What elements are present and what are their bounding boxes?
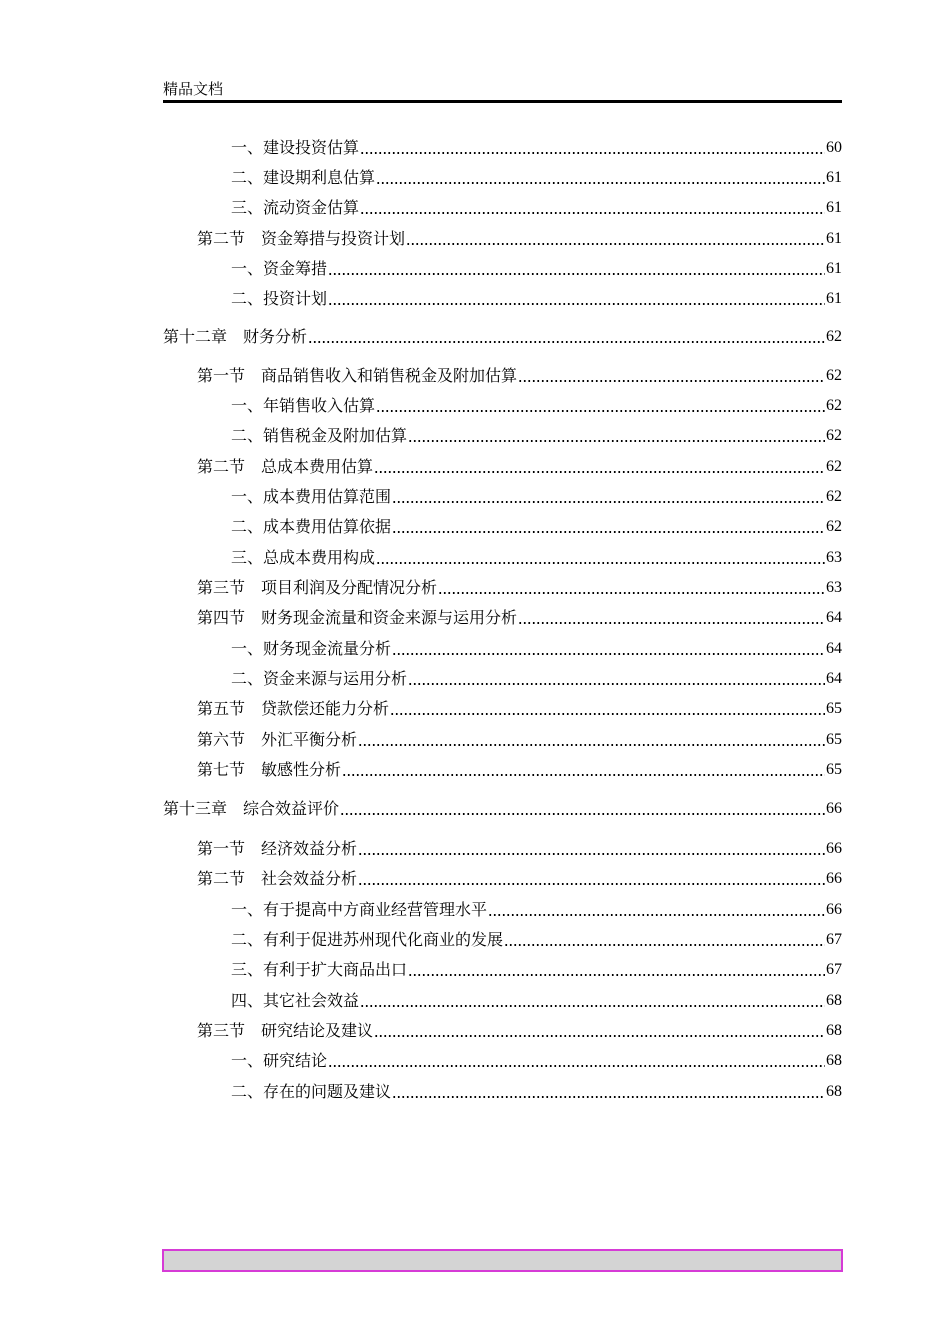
toc-dot-leader [308,330,825,344]
toc-dot-leader [328,292,825,306]
toc-entry-title: 一、财务现金流量分析 [231,639,392,658]
toc-dot-leader [488,903,825,917]
toc-page-number: 66 [826,800,842,817]
toc-section-entry[interactable] [197,697,842,719]
toc-section-entry[interactable] [197,227,842,249]
toc-page-number: 68 [826,1052,842,1069]
toc-subsection-entry[interactable] [231,424,842,446]
toc-chapter-entry[interactable] [163,325,842,347]
toc-subsection-entry[interactable] [231,958,842,980]
toc-entry-title: 第十二章 财务分析 [163,327,308,346]
toc-entry-title: 第四节 财务现金流量和资金来源与运用分析 [197,608,518,627]
toc-entry-title: 二、销售税金及附加估算 [231,426,408,445]
toc-dot-leader [376,551,825,565]
toc-entry-title: 第一节 商品销售收入和销售税金及附加估算 [197,366,518,385]
toc-subsection-entry[interactable] [231,1049,842,1071]
toc-dot-leader [328,262,825,276]
toc-entry-title: 一、成本费用估算范围 [231,487,392,506]
toc-entry-title: 第二节 资金筹措与投资计划 [197,229,406,248]
toc-dot-leader [408,672,825,686]
toc-dot-leader [358,872,825,886]
toc-page-number: 62 [826,328,842,345]
toc-entry-title: 三、总成本费用构成 [231,548,376,567]
toc-subsection-entry[interactable] [231,1080,842,1102]
toc-dot-leader [518,611,825,625]
toc-dot-leader [504,933,825,947]
toc-section-entry[interactable] [197,364,842,386]
toc-entry-title: 二、成本费用估算依据 [231,517,392,536]
toc-page-number: 67 [826,931,842,948]
toc-section-entry[interactable] [197,728,842,750]
toc-page-number: 64 [826,609,842,626]
toc-dot-leader [392,490,825,504]
toc-section-entry[interactable] [197,576,842,598]
toc-page-number: 62 [826,397,842,414]
toc-page-number: 68 [826,1022,842,1039]
toc-page-number: 61 [826,230,842,247]
toc-page-number: 61 [826,169,842,186]
toc-subsection-entry[interactable] [231,287,842,309]
toc-entry-title: 一、资金筹措 [231,259,328,278]
toc-dot-leader [374,460,825,474]
toc-page-number: 63 [826,549,842,566]
toc-page-number: 62 [826,518,842,535]
toc-dot-leader [392,642,825,656]
toc-chapter-entry[interactable] [163,797,842,819]
toc-page-number: 65 [826,761,842,778]
toc-dot-leader [408,429,825,443]
toc-dot-leader [390,702,825,716]
toc-page-number: 60 [826,139,842,156]
toc-entry-title: 第三节 项目利润及分配情况分析 [197,578,438,597]
toc-section-entry[interactable] [197,758,842,780]
toc-dot-leader [406,232,825,246]
toc-entry-title: 一、有于提高中方商业经营管理水平 [231,900,488,919]
toc-entry-title: 二、存在的问题及建议 [231,1082,392,1101]
toc-dot-leader [360,994,825,1008]
toc-subsection-entry[interactable] [231,394,842,416]
toc-page-number: 67 [826,961,842,978]
toc-entry-title: 二、有利于促进苏州现代化商业的发展 [231,930,504,949]
toc-entry-title: 二、建设期利息估算 [231,168,376,187]
toc-page-number: 64 [826,640,842,657]
toc-dot-leader [358,842,825,856]
toc-dot-leader [376,171,825,185]
page-header-title: 精品文档 [163,80,224,98]
toc-entry-title: 第三节 研究结论及建议 [197,1021,374,1040]
toc-page-number: 68 [826,1083,842,1100]
toc-dot-leader [358,733,825,747]
toc-subsection-entry[interactable] [231,546,842,568]
toc-entry-title: 二、投资计划 [231,289,328,308]
toc-dot-leader [342,763,825,777]
toc-entry-title: 一、研究结论 [231,1051,328,1070]
toc-page-number: 66 [826,870,842,887]
toc-entry-title: 二、资金来源与运用分析 [231,669,408,688]
toc-subsection-entry[interactable] [231,166,842,188]
toc-section-entry[interactable] [197,867,842,889]
toc-page-number: 61 [826,199,842,216]
toc-subsection-entry[interactable] [231,136,842,158]
toc-page-number: 62 [826,427,842,444]
toc-entry-title: 一、年销售收入估算 [231,396,376,415]
toc-page-number: 63 [826,579,842,596]
toc-subsection-entry[interactable] [231,196,842,218]
toc-page-number: 64 [826,670,842,687]
footer-bar [162,1249,843,1272]
toc-dot-leader [392,1085,825,1099]
toc-subsection-entry[interactable] [231,898,842,920]
toc-entry-title: 一、建设投资估算 [231,138,360,157]
toc-dot-leader [438,581,825,595]
toc-entry-title: 三、流动资金估算 [231,198,360,217]
toc-section-entry[interactable] [197,1019,842,1041]
toc-dot-leader [376,399,825,413]
toc-subsection-entry[interactable] [231,667,842,689]
toc-page-number: 62 [826,488,842,505]
toc-page-number: 61 [826,260,842,277]
toc-subsection-entry[interactable] [231,637,842,659]
toc-dot-leader [374,1024,825,1038]
toc-section-entry[interactable] [197,837,842,859]
toc-entry-title: 第七节 敏感性分析 [197,760,342,779]
toc-page-number: 65 [826,700,842,717]
toc-section-entry[interactable] [197,606,842,628]
toc-dot-leader [518,369,825,383]
toc-dot-leader [340,802,825,816]
toc-page-number: 66 [826,840,842,857]
toc-entry-title: 第一节 经济效益分析 [197,839,358,858]
toc-entry-title: 第六节 外汇平衡分析 [197,730,358,749]
toc-page-number: 62 [826,458,842,475]
toc-section-entry[interactable] [197,455,842,477]
toc-page-number: 65 [826,731,842,748]
toc-subsection-entry[interactable] [231,257,842,279]
toc-subsection-entry[interactable] [231,928,842,950]
toc-entry-title: 三、有利于扩大商品出口 [231,960,408,979]
toc-entry-title: 四、其它社会效益 [231,991,360,1010]
toc-page-number: 66 [826,901,842,918]
toc-dot-leader [360,141,825,155]
toc-dot-leader [392,520,825,534]
toc-page-number: 61 [826,290,842,307]
toc-entry-title: 第二节 社会效益分析 [197,869,358,888]
toc-entry-title: 第二节 总成本费用估算 [197,457,374,476]
toc-dot-leader [360,201,825,215]
toc-page-number: 68 [826,992,842,1009]
toc-subsection-entry[interactable] [231,485,842,507]
toc-entry-title: 第十三章 综合效益评价 [163,799,340,818]
toc-entry-title: 第五节 贷款偿还能力分析 [197,699,390,718]
toc-dot-leader [408,963,825,977]
toc-dot-leader [328,1054,825,1068]
toc-page-number: 62 [826,367,842,384]
toc-subsection-entry[interactable] [231,515,842,537]
toc-subsection-entry[interactable] [231,989,842,1011]
